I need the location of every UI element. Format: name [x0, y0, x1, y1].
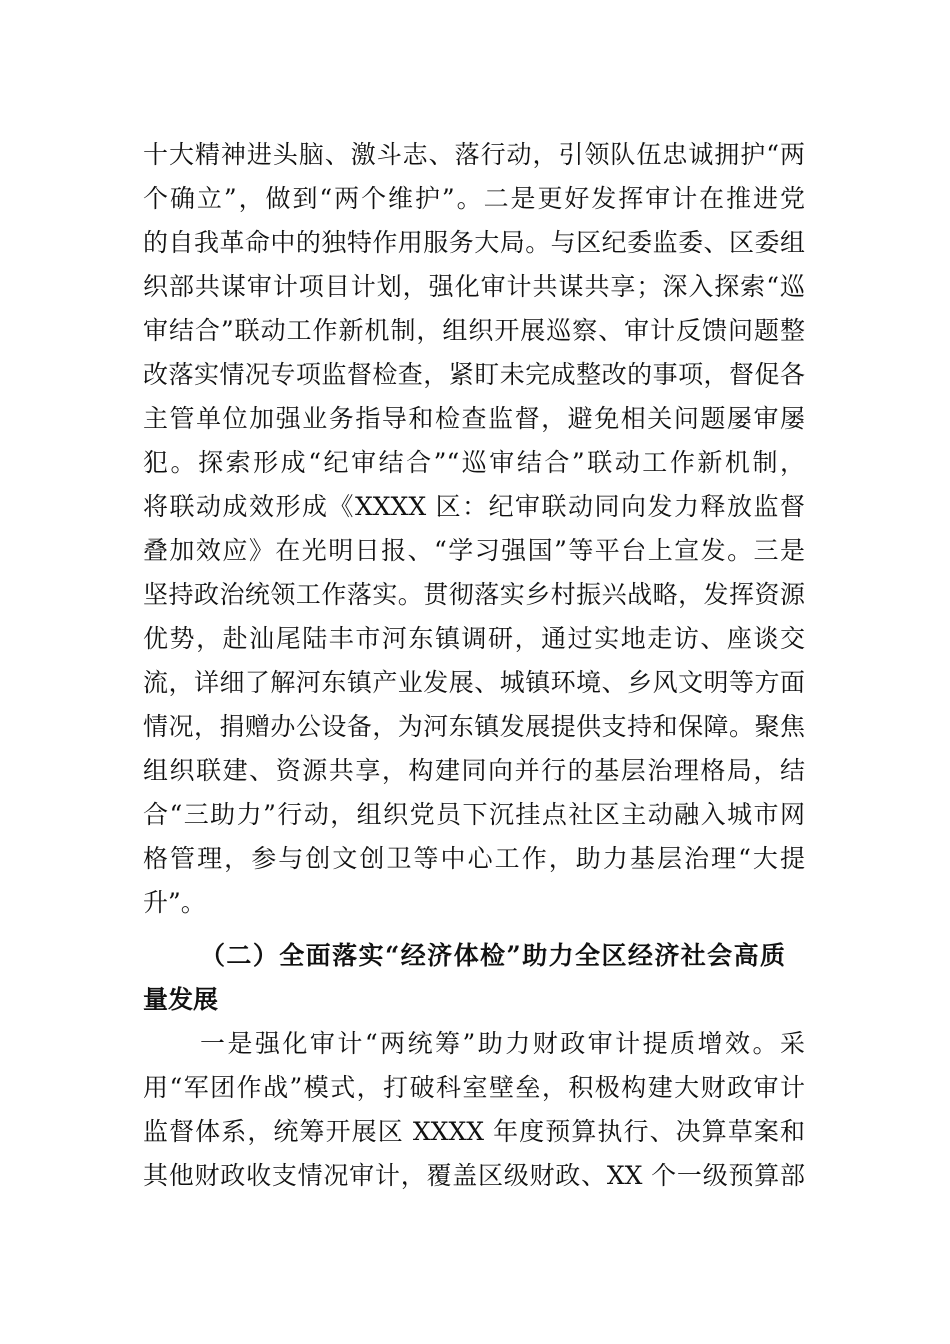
text-line: 升”。 — [143, 888, 206, 917]
paragraph-party-building — [143, 133, 805, 925]
heading-line: （二）全面落实“经济体检”助力全区经济社会高质 — [200, 941, 785, 970]
text-line: 用“军团作战”模式，打破科室壁垒，积极构建大财政审计 — [143, 1073, 805, 1102]
heading-line: 量发展 — [143, 985, 219, 1014]
text-line: 监督体系，统筹开展区 XXXX 年度预算执行、决算草案和 — [143, 1117, 805, 1146]
text-line: 组织联建、资源共享，构建同向并行的基层治理格局，结 — [143, 756, 805, 785]
text-line: 的自我革命中的独特作用服务大局。与区纪委监委、区委组 — [143, 228, 805, 257]
document-page — [143, 133, 805, 1198]
text-line: 审结合”联动工作新机制，组织开展巡察、审计反馈问题整 — [143, 316, 805, 345]
section-heading — [143, 934, 805, 1022]
text-line: 格管理，参与创文创卫等中心工作，助力基层治理“大提 — [143, 844, 805, 873]
text-line: 十大精神进头脑、激斗志、落行动，引领队伍忠诚拥护“两 — [143, 140, 805, 169]
text-line: 情况，捐赠办公设备，为河东镇发展提供支持和保障。聚焦 — [143, 712, 805, 741]
text-line: 将联动成效形成《XXXX 区：纪审联动同向发力释放监督 — [143, 492, 805, 521]
text-line: 合“三助力”行动，组织党员下沉挂点社区主动融入城市网 — [143, 800, 805, 829]
text-line: 一是强化审计“两统筹”助力财政审计提质增效。采 — [200, 1029, 805, 1058]
text-line: 叠加效应》在光明日报、“学习强国”等平台上宣发。三是 — [143, 536, 805, 565]
text-line: 改落实情况专项监督检查，紧盯未完成整改的事项，督促各 — [143, 360, 805, 389]
paragraph-fiscal-audit — [143, 1022, 805, 1198]
text-line: 个确立”，做到“两个维护”。二是更好发挥审计在推进党 — [143, 184, 805, 213]
text-line: 其他财政收支情况审计，覆盖区级财政、XX 个一级预算部 — [143, 1161, 805, 1190]
text-line: 坚持政治统领工作落实。贯彻落实乡村振兴战略，发挥资源 — [143, 580, 805, 609]
text-line: 优势，赴汕尾陆丰市河东镇调研，通过实地走访、座谈交 — [143, 624, 805, 653]
text-line: 织部共谋审计项目计划，强化审计共谋共享；深入探索“巡 — [143, 272, 805, 301]
text-line: 主管单位加强业务指导和检查监督，避免相关问题屡审屡 — [143, 404, 805, 433]
text-line: 流，详细了解河东镇产业发展、城镇环境、乡风文明等方面 — [143, 668, 805, 697]
text-line: 犯。探索形成“纪审结合”“巡审结合”联动工作新机制， — [143, 448, 805, 477]
